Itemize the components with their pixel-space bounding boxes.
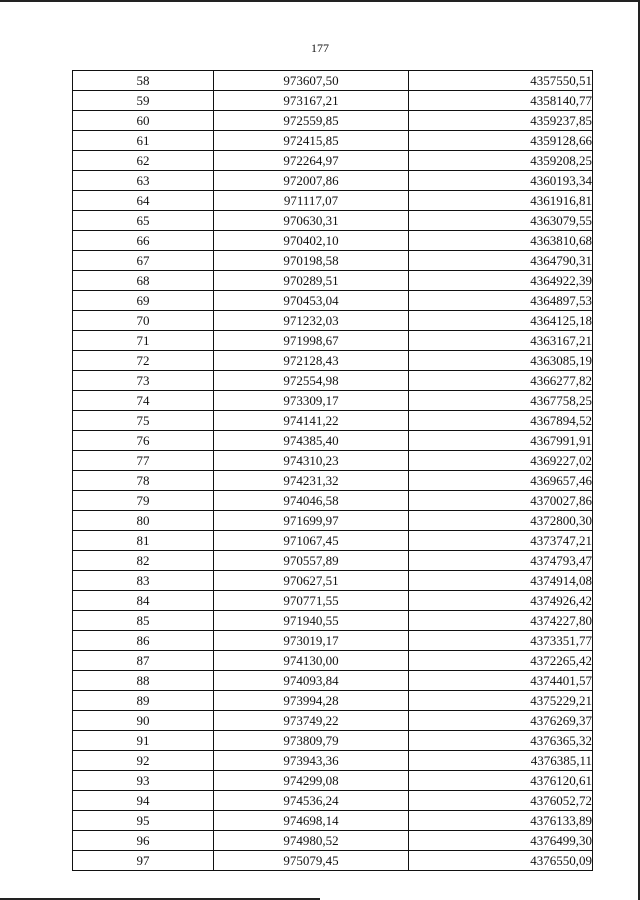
x-coordinate-cell: 973607,50 <box>214 71 409 91</box>
point-number-cell: 94 <box>73 791 214 811</box>
point-number-cell: 77 <box>73 451 214 471</box>
point-number-cell: 84 <box>73 591 214 611</box>
x-coordinate-cell: 973749,22 <box>214 711 409 731</box>
table-row <box>73 71 593 91</box>
y-coordinate-cell: 4364897,53 <box>409 291 593 311</box>
y-coordinate-cell: 4370027,86 <box>409 491 593 511</box>
point-number-cell: 82 <box>73 551 214 571</box>
point-number-cell: 69 <box>73 291 214 311</box>
table-row <box>73 271 593 291</box>
y-coordinate-cell: 4369657,46 <box>409 471 593 491</box>
y-coordinate-cell: 4376550,09 <box>409 851 593 871</box>
table-row <box>73 311 593 331</box>
point-number-cell: 83 <box>73 571 214 591</box>
table-row <box>73 411 593 431</box>
table-row <box>73 131 593 151</box>
y-coordinate-cell: 4363079,55 <box>409 211 593 231</box>
x-coordinate-cell: 973943,36 <box>214 751 409 771</box>
y-coordinate-cell: 4361916,81 <box>409 191 593 211</box>
y-coordinate-cell: 4364790,31 <box>409 251 593 271</box>
x-coordinate-cell: 970771,55 <box>214 591 409 611</box>
point-number-cell: 79 <box>73 491 214 511</box>
x-coordinate-cell: 971940,55 <box>214 611 409 631</box>
table-row <box>73 491 593 511</box>
point-number-cell: 68 <box>73 271 214 291</box>
y-coordinate-cell: 4374793,47 <box>409 551 593 571</box>
point-number-cell: 93 <box>73 771 214 791</box>
y-coordinate-cell: 4363810,68 <box>409 231 593 251</box>
y-coordinate-cell: 4364922,39 <box>409 271 593 291</box>
y-coordinate-cell: 4374227,80 <box>409 611 593 631</box>
table-row <box>73 171 593 191</box>
y-coordinate-cell: 4376499,30 <box>409 831 593 851</box>
table-row <box>73 851 593 871</box>
coordinates-table <box>72 70 593 871</box>
point-number-cell: 96 <box>73 831 214 851</box>
point-number-cell: 75 <box>73 411 214 431</box>
x-coordinate-cell: 974299,08 <box>214 771 409 791</box>
table-row <box>73 631 593 651</box>
page-number: 177 <box>311 41 329 55</box>
table-row <box>73 371 593 391</box>
point-number-cell: 60 <box>73 111 214 131</box>
table-row <box>73 691 593 711</box>
point-number-cell: 78 <box>73 471 214 491</box>
point-number-cell: 85 <box>73 611 214 631</box>
x-coordinate-cell: 970402,10 <box>214 231 409 251</box>
x-coordinate-cell: 970557,89 <box>214 551 409 571</box>
table-row <box>73 671 593 691</box>
y-coordinate-cell: 4367758,25 <box>409 391 593 411</box>
scan-border-top <box>0 0 640 2</box>
table-row <box>73 191 593 211</box>
point-number-cell: 72 <box>73 351 214 371</box>
y-coordinate-cell: 4360193,34 <box>409 171 593 191</box>
table-row <box>73 811 593 831</box>
x-coordinate-cell: 972559,85 <box>214 111 409 131</box>
y-coordinate-cell: 4363167,21 <box>409 331 593 351</box>
table-row <box>73 351 593 371</box>
point-number-cell: 76 <box>73 431 214 451</box>
table-row <box>73 471 593 491</box>
x-coordinate-cell: 973809,79 <box>214 731 409 751</box>
table-row <box>73 251 593 271</box>
y-coordinate-cell: 4359237,85 <box>409 111 593 131</box>
point-number-cell: 95 <box>73 811 214 831</box>
table-row <box>73 771 593 791</box>
table-row <box>73 511 593 531</box>
x-coordinate-cell: 974698,14 <box>214 811 409 831</box>
table-row <box>73 551 593 571</box>
y-coordinate-cell: 4376365,32 <box>409 731 593 751</box>
table-row <box>73 431 593 451</box>
x-coordinate-cell: 970198,58 <box>214 251 409 271</box>
x-coordinate-cell: 974130,00 <box>214 651 409 671</box>
x-coordinate-cell: 972554,98 <box>214 371 409 391</box>
y-coordinate-cell: 4374401,57 <box>409 671 593 691</box>
point-number-cell: 80 <box>73 511 214 531</box>
point-number-cell: 64 <box>73 191 214 211</box>
table-row <box>73 531 593 551</box>
y-coordinate-cell: 4373747,21 <box>409 531 593 551</box>
y-coordinate-cell: 4376120,61 <box>409 771 593 791</box>
x-coordinate-cell: 970630,31 <box>214 211 409 231</box>
table-row <box>73 591 593 611</box>
point-number-cell: 59 <box>73 91 214 111</box>
table-row <box>73 711 593 731</box>
x-coordinate-cell: 974093,84 <box>214 671 409 691</box>
point-number-cell: 70 <box>73 311 214 331</box>
point-number-cell: 61 <box>73 131 214 151</box>
point-number-cell: 86 <box>73 631 214 651</box>
x-coordinate-cell: 973994,28 <box>214 691 409 711</box>
y-coordinate-cell: 4373351,77 <box>409 631 593 651</box>
x-coordinate-cell: 971117,07 <box>214 191 409 211</box>
table-row <box>73 611 593 631</box>
y-coordinate-cell: 4372800,30 <box>409 511 593 531</box>
y-coordinate-cell: 4359128,66 <box>409 131 593 151</box>
y-coordinate-cell: 4372265,42 <box>409 651 593 671</box>
x-coordinate-cell: 973309,17 <box>214 391 409 411</box>
x-coordinate-cell: 970289,51 <box>214 271 409 291</box>
point-number-cell: 63 <box>73 171 214 191</box>
y-coordinate-cell: 4366277,82 <box>409 371 593 391</box>
x-coordinate-cell: 972415,85 <box>214 131 409 151</box>
table-row <box>73 151 593 171</box>
x-coordinate-cell: 971067,45 <box>214 531 409 551</box>
y-coordinate-cell: 4376269,37 <box>409 711 593 731</box>
y-coordinate-cell: 4367894,52 <box>409 411 593 431</box>
y-coordinate-cell: 4375229,21 <box>409 691 593 711</box>
point-number-cell: 90 <box>73 711 214 731</box>
point-number-cell: 58 <box>73 71 214 91</box>
point-number-cell: 66 <box>73 231 214 251</box>
point-number-cell: 88 <box>73 671 214 691</box>
table-row <box>73 571 593 591</box>
x-coordinate-cell: 974385,40 <box>214 431 409 451</box>
table-row <box>73 651 593 671</box>
point-number-cell: 67 <box>73 251 214 271</box>
x-coordinate-cell: 974536,24 <box>214 791 409 811</box>
y-coordinate-cell: 4357550,51 <box>409 71 593 91</box>
table-row <box>73 831 593 851</box>
x-coordinate-cell: 972007,86 <box>214 171 409 191</box>
point-number-cell: 81 <box>73 531 214 551</box>
table-row <box>73 451 593 471</box>
x-coordinate-cell: 974310,23 <box>214 451 409 471</box>
x-coordinate-cell: 973167,21 <box>214 91 409 111</box>
point-number-cell: 87 <box>73 651 214 671</box>
x-coordinate-cell: 971699,97 <box>214 511 409 531</box>
table-row <box>73 791 593 811</box>
table-row <box>73 751 593 771</box>
point-number-cell: 73 <box>73 371 214 391</box>
x-coordinate-cell: 970627,51 <box>214 571 409 591</box>
point-number-cell: 92 <box>73 751 214 771</box>
y-coordinate-cell: 4376385,11 <box>409 751 593 771</box>
y-coordinate-cell: 4369227,02 <box>409 451 593 471</box>
table-row <box>73 111 593 131</box>
table-row <box>73 391 593 411</box>
point-number-cell: 65 <box>73 211 214 231</box>
point-number-cell: 89 <box>73 691 214 711</box>
y-coordinate-cell: 4359208,25 <box>409 151 593 171</box>
y-coordinate-cell: 4376133,89 <box>409 811 593 831</box>
table-row <box>73 91 593 111</box>
y-coordinate-cell: 4374926,42 <box>409 591 593 611</box>
point-number-cell: 97 <box>73 851 214 871</box>
y-coordinate-cell: 4376052,72 <box>409 791 593 811</box>
point-number-cell: 71 <box>73 331 214 351</box>
table-row <box>73 231 593 251</box>
y-coordinate-cell: 4363085,19 <box>409 351 593 371</box>
y-coordinate-cell: 4358140,77 <box>409 91 593 111</box>
point-number-cell: 74 <box>73 391 214 411</box>
y-coordinate-cell: 4367991,91 <box>409 431 593 451</box>
x-coordinate-cell: 972264,97 <box>214 151 409 171</box>
point-number-cell: 62 <box>73 151 214 171</box>
coordinates-table-body <box>73 71 593 871</box>
x-coordinate-cell: 975079,45 <box>214 851 409 871</box>
x-coordinate-cell: 974141,22 <box>214 411 409 431</box>
table-row <box>73 291 593 311</box>
y-coordinate-cell: 4364125,18 <box>409 311 593 331</box>
table-row <box>73 731 593 751</box>
table-row <box>73 211 593 231</box>
x-coordinate-cell: 974231,32 <box>214 471 409 491</box>
x-coordinate-cell: 971998,67 <box>214 331 409 351</box>
y-coordinate-cell: 4374914,08 <box>409 571 593 591</box>
x-coordinate-cell: 970453,04 <box>214 291 409 311</box>
x-coordinate-cell: 973019,17 <box>214 631 409 651</box>
x-coordinate-cell: 974046,58 <box>214 491 409 511</box>
x-coordinate-cell: 972128,43 <box>214 351 409 371</box>
table-row <box>73 331 593 351</box>
x-coordinate-cell: 971232,03 <box>214 311 409 331</box>
point-number-cell: 91 <box>73 731 214 751</box>
x-coordinate-cell: 974980,52 <box>214 831 409 851</box>
